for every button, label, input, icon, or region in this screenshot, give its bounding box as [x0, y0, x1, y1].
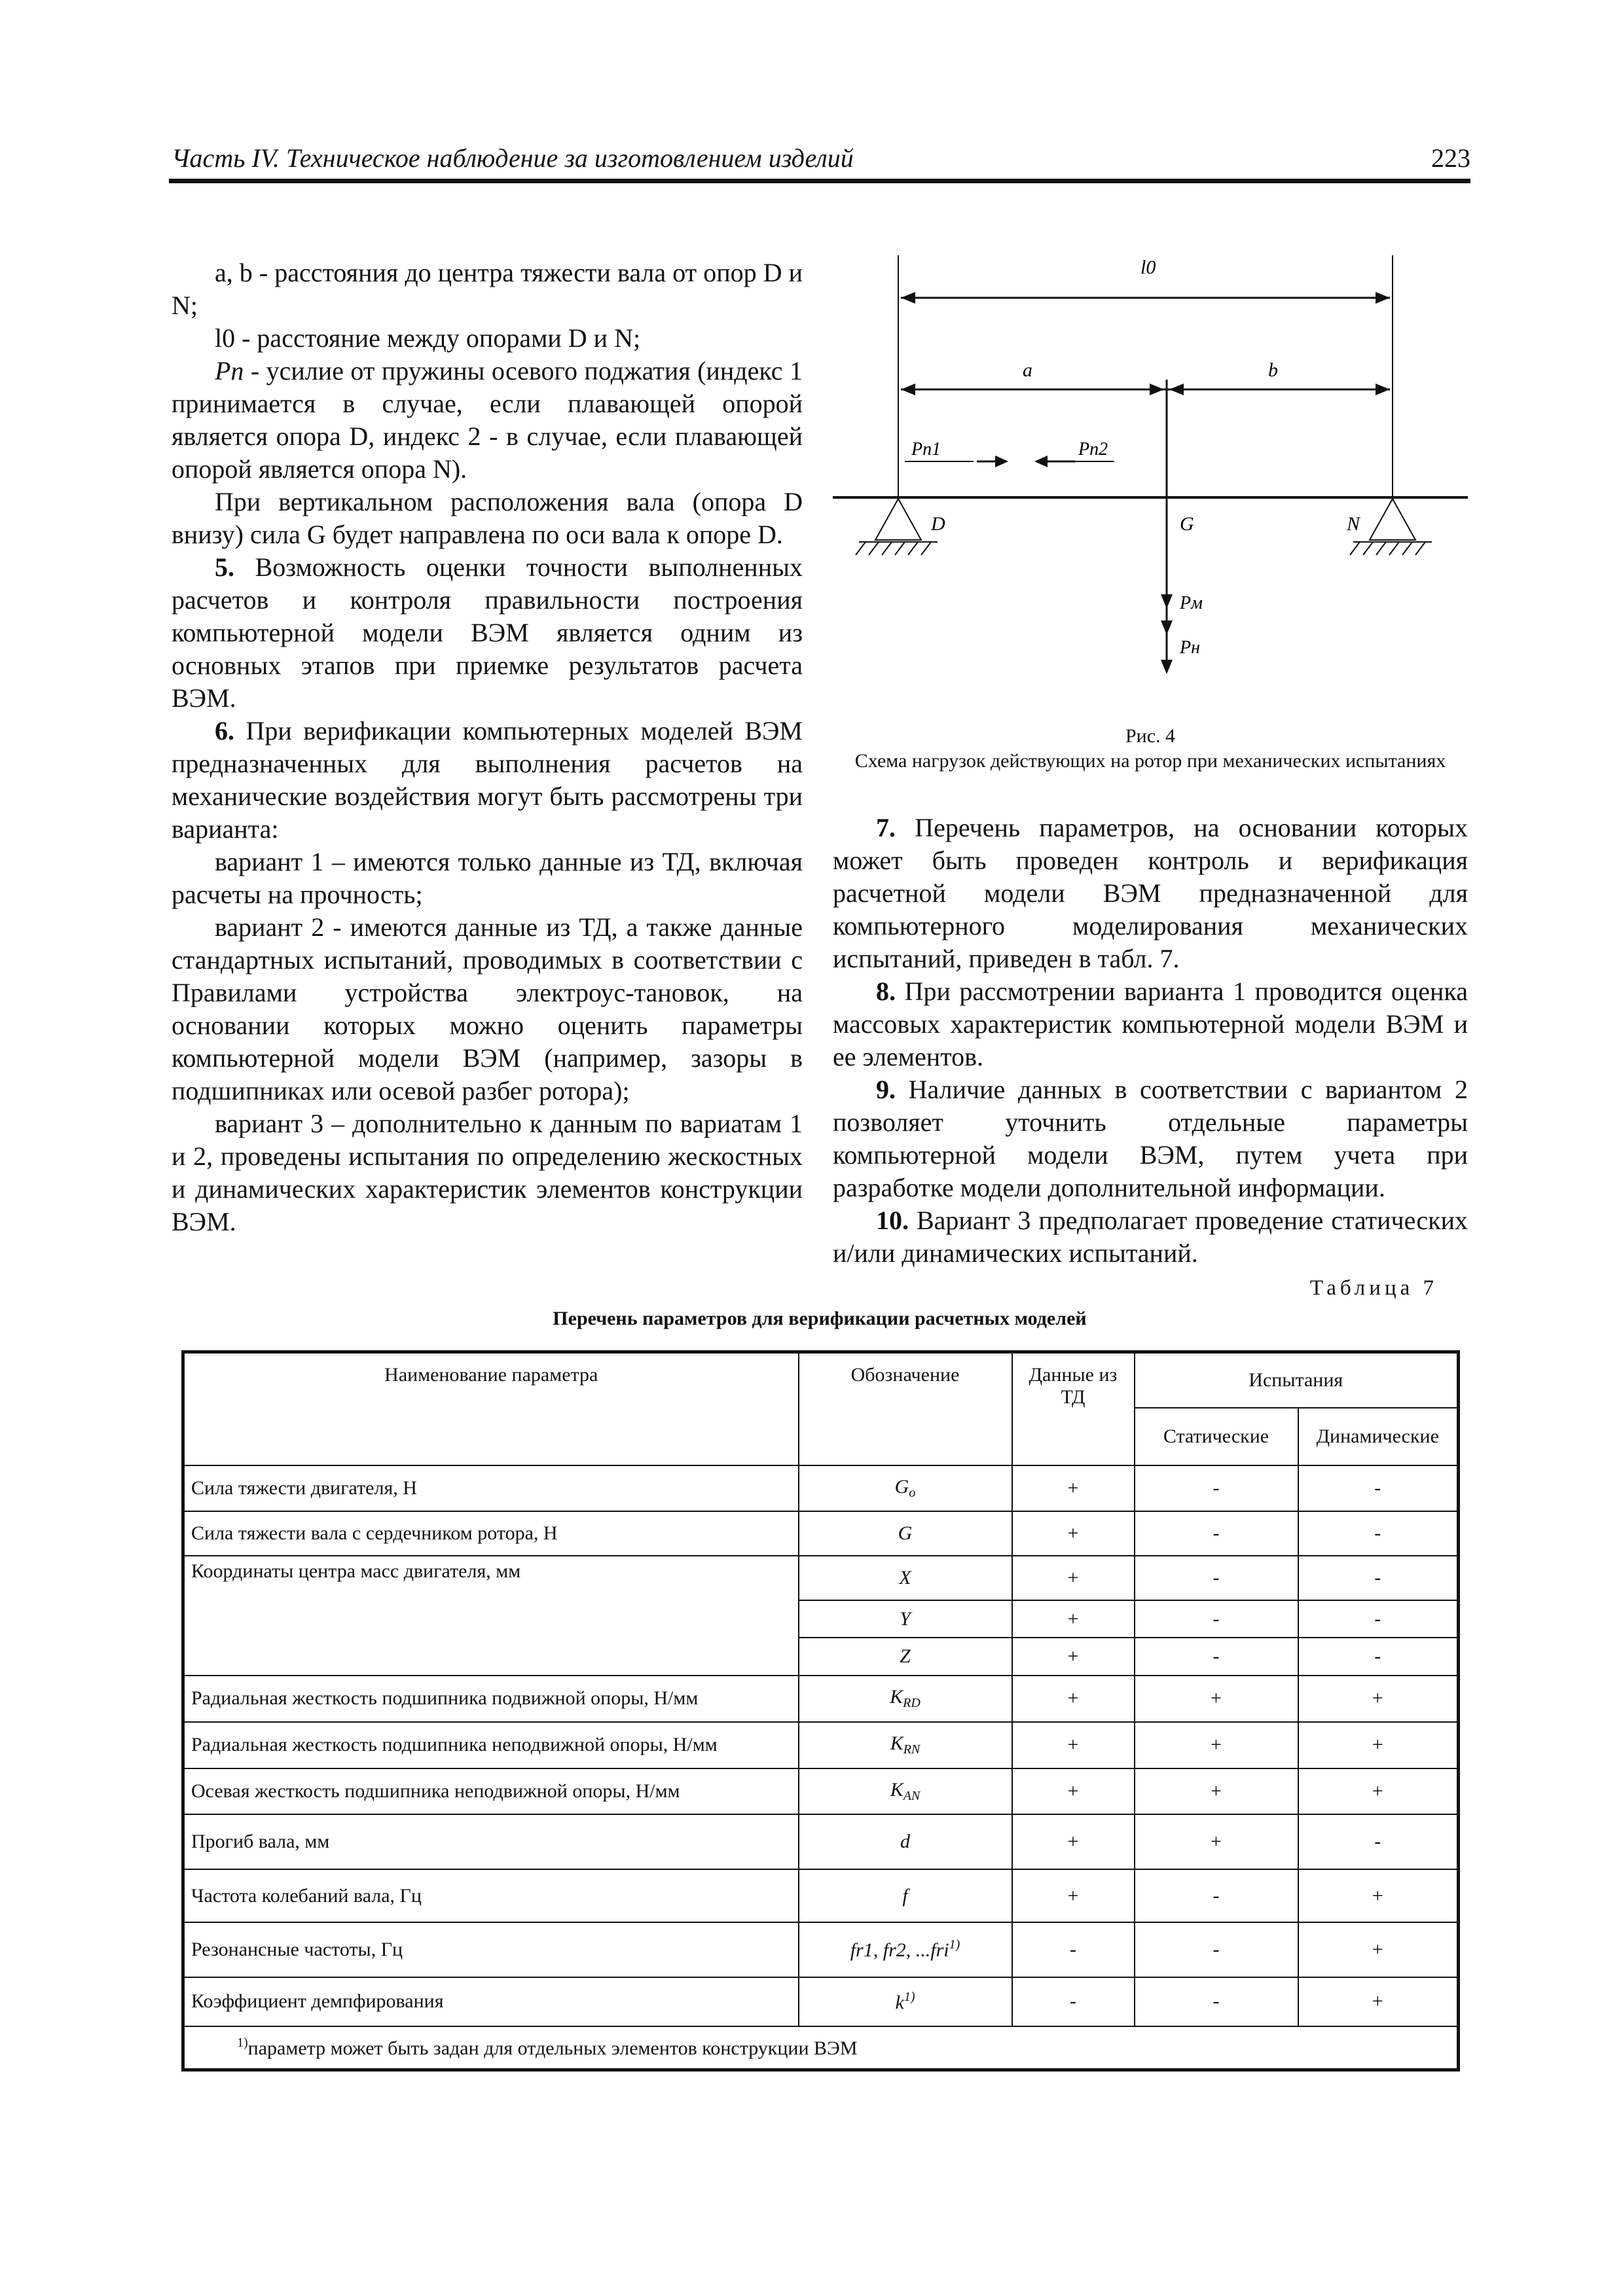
- param-name: Координаты центра масс двигателя, мм: [183, 1556, 799, 1675]
- paragraph-8: [833, 975, 1468, 1073]
- header-static: Статические: [1135, 1408, 1298, 1465]
- td-value: +: [1012, 1511, 1135, 1556]
- static-value: +: [1135, 1722, 1298, 1768]
- running-header-title: Часть IV. Техническое наблюдение за изготовлением изделий: [172, 143, 854, 173]
- param-name: Резонансные частоты, Гц: [183, 1922, 799, 1977]
- paragraph-6-text: При верификации компьютерных моделей ВЭМ предназначенных для выполнения расчетов на механические воздействия могут быть рассмотрены три варианта:: [172, 716, 803, 844]
- item-number-9: 9.: [876, 1075, 896, 1104]
- static-value: -: [1135, 1977, 1298, 2026]
- param-name: Осевая жесткость подшипника неподвижной опоры, Н/мм: [183, 1768, 799, 1815]
- label-n: N: [1347, 513, 1360, 535]
- paragraph-6: [172, 715, 803, 846]
- label-pn2: Pn2: [1078, 439, 1108, 459]
- paragraph-vertical: При вертикальном расположения вала (опора D внизу) сила G будет направлена по оси вала к опоре D.: [172, 487, 803, 549]
- td-value: -: [1012, 1922, 1135, 1977]
- table-row: [183, 1676, 1459, 1722]
- pn-text: - усилие от пружины осевого поджатия (индекс 1 принимается в случае, если плавающей опорой является опора D, индекс 2 - в случае, если плавающей опорой является опора N).: [172, 356, 803, 484]
- paragraph-9-text: Наличие данных в соответствии с вариантом 2 позволяет уточнить отдельные параметры компьютерной модели ВЭМ, путем учета при разработке модели дополнительной информации.: [833, 1075, 1468, 1202]
- label-pm: Pм: [1180, 593, 1203, 613]
- paragraph-9: [833, 1073, 1468, 1204]
- rotor-load-diagram: [833, 242, 1468, 713]
- pn-symbol: Pn: [215, 356, 244, 386]
- param-symbol: [799, 1922, 1012, 1977]
- table-row: [183, 1977, 1459, 2026]
- pn1-arrowhead: [995, 456, 1008, 467]
- static-value: -: [1135, 1600, 1298, 1638]
- paragraph-7: [833, 812, 1468, 975]
- dynamic-value: +: [1298, 1869, 1459, 1922]
- item-number-7: 7.: [876, 813, 896, 842]
- header-rule: [169, 179, 1470, 183]
- symbol-base: k: [895, 1991, 904, 2013]
- dynamic-value: +: [1298, 1722, 1459, 1768]
- static-value: -: [1135, 1465, 1298, 1512]
- table-header-row: [183, 1352, 1459, 1408]
- param-name: Частота колебаний вала, Гц: [183, 1869, 799, 1922]
- static-value: +: [1135, 1676, 1298, 1722]
- param-symbol: d: [799, 1814, 1012, 1869]
- paragraph-10: [833, 1204, 1468, 1270]
- support-d: [875, 499, 921, 540]
- param-symbol: [799, 1465, 1012, 1512]
- dynamic-value: +: [1298, 1676, 1459, 1722]
- item-number-10: 10.: [876, 1206, 909, 1235]
- ph-arrowhead: [1161, 660, 1173, 674]
- td-value: +: [1012, 1676, 1135, 1722]
- dynamic-value: -: [1298, 1600, 1459, 1638]
- header-tests: Испытания: [1135, 1352, 1459, 1408]
- paragraph-7-text: Перечень параметров, на основании которых может быть проведен контроль и верификация расчетной модели ВЭМ предназначенной для компьютерного моделирования механических испытаний, приведен в табл. 7.: [833, 813, 1468, 973]
- table-row: [183, 1465, 1459, 1512]
- symbol-base: K: [890, 1778, 903, 1801]
- table-row: [183, 1722, 1459, 1768]
- footnote-mark: 1): [237, 2035, 248, 2050]
- static-value: -: [1135, 1869, 1298, 1922]
- dynamic-value: -: [1298, 1814, 1459, 1869]
- symbol-base: G: [894, 1476, 909, 1498]
- param-symbol: [799, 1768, 1012, 1815]
- label-d: D: [931, 513, 945, 535]
- symbol-superscript: 1): [903, 1989, 915, 2004]
- symbol-subscript: o: [909, 1486, 916, 1501]
- dynamic-value: +: [1298, 1922, 1459, 1977]
- param-name: Радиальная жесткость подшипника подвижной опоры, Н/мм: [183, 1676, 799, 1722]
- param-name: Прогиб вала, мм: [183, 1814, 799, 1869]
- symbol-subscript: RD: [903, 1696, 921, 1711]
- paragraph-l0: l0 - расстояние между опорами D и N;: [215, 323, 641, 353]
- dynamic-value: -: [1298, 1511, 1459, 1556]
- param-symbol: [799, 1722, 1012, 1768]
- pn2-arrowhead: [1034, 456, 1048, 467]
- parameter-table: [181, 1350, 1460, 2072]
- label-ph: Pн: [1180, 637, 1200, 658]
- paragraph-5-text: Возможность оценки точности выполненных расчетов и контроля правильности построения компьютерной модели ВЭМ является одним из основных этапов при приемке результатов расчета ВЭМ.: [172, 552, 803, 713]
- paragraph-pn: [172, 355, 803, 486]
- pm-arrowhead: [1161, 594, 1173, 609]
- page-number: 223: [1431, 143, 1470, 173]
- dynamic-value: -: [1298, 1556, 1459, 1600]
- right-column: [833, 812, 1468, 1270]
- table-label: Таблица 7: [1309, 1276, 1438, 1300]
- support-d-hatching: [856, 542, 938, 555]
- param-name: Коэффициент демпфирования: [183, 1977, 799, 2026]
- static-value: +: [1135, 1768, 1298, 1815]
- static-value: -: [1135, 1511, 1298, 1556]
- static-value: -: [1135, 1556, 1298, 1600]
- header-td: Данные из ТД: [1012, 1352, 1135, 1465]
- table-footnote: [183, 2026, 1459, 2070]
- param-symbol: Y: [799, 1600, 1012, 1638]
- dynamic-value: -: [1298, 1638, 1459, 1675]
- table-row: [183, 1814, 1459, 1869]
- param-symbol: [799, 1977, 1012, 2026]
- td-value: +: [1012, 1814, 1135, 1869]
- paragraph-10-text: Вариант 3 предполагает проведение статических и/или динамических испытаний.: [833, 1206, 1468, 1268]
- item-number-5: 5.: [215, 552, 234, 582]
- table-row: [183, 1556, 1459, 1600]
- item-number-6: 6.: [215, 716, 234, 745]
- param-symbol: X: [799, 1556, 1012, 1600]
- variant-2: вариант 2 - имеются данные из ТД, а также данные стандартных испытаний, проводимых в соответствии с Правилами устройства электроус-тановок, на основании которых можно оценить параметры компьютерной модели ВЭМ (например, зазоры в подшипниках или осевой разбег ротора);: [172, 912, 803, 1105]
- symbol-subscript: AN: [903, 1788, 921, 1803]
- dynamic-value: +: [1298, 1977, 1459, 2026]
- table-row: [183, 1922, 1459, 1977]
- table-title: Перечень параметров для верификации расчетных моделей: [553, 1308, 1087, 1329]
- table-row: [183, 1869, 1459, 1922]
- dynamic-value: +: [1298, 1768, 1459, 1815]
- param-symbol: f: [799, 1869, 1012, 1922]
- symbol-base: K: [890, 1732, 903, 1755]
- param-symbol: G: [799, 1511, 1012, 1556]
- header-symbol: Обозначение: [799, 1352, 1012, 1465]
- label-l0: l0: [1140, 257, 1156, 278]
- label-b: b: [1268, 359, 1278, 381]
- paragraph-ab: a, b - расстояния до центра тяжести вала от опор D и N;: [172, 258, 803, 320]
- table-footnote-row: [183, 2026, 1459, 2070]
- variant-3: вариант 3 – дополнительно к данным по вариатам 1 и 2, проведены испытания по определению жескостных и динамических характеристик элементов конструкции ВЭМ.: [172, 1109, 803, 1236]
- item-number-8: 8.: [876, 977, 896, 1006]
- variant-1: вариант 1 – имеются только данные из ТД, включая расчеты на прочность;: [172, 847, 803, 909]
- param-name: Радиальная жесткость подшипника неподвижной опоры, Н/мм: [183, 1722, 799, 1768]
- symbol-base: fr1, fr2, ...fri: [850, 1939, 949, 1962]
- param-symbol: Z: [799, 1638, 1012, 1675]
- static-value: -: [1135, 1638, 1298, 1675]
- left-column: [172, 257, 803, 1238]
- td-value: +: [1012, 1722, 1135, 1768]
- figure-number: Рис. 4: [1125, 725, 1176, 747]
- dynamic-value: -: [1298, 1465, 1459, 1512]
- table-row: [183, 1511, 1459, 1556]
- figure-caption: [833, 724, 1468, 774]
- td-value: +: [1012, 1600, 1135, 1638]
- label-g: G: [1180, 513, 1194, 535]
- symbol-superscript: 1): [949, 1937, 960, 1952]
- support-n: [1370, 499, 1415, 540]
- label-a: a: [1023, 359, 1032, 381]
- figure-caption-text: Схема нагрузок действующих на ротор при механических испытаниях: [854, 750, 1446, 772]
- static-value: -: [1135, 1922, 1298, 1977]
- pm-arrowhead-2: [1161, 620, 1173, 635]
- td-value: +: [1012, 1465, 1135, 1512]
- static-value: +: [1135, 1814, 1298, 1869]
- symbol-base: K: [890, 1686, 903, 1708]
- td-value: +: [1012, 1869, 1135, 1922]
- header-dynamic: Динамические: [1298, 1408, 1459, 1465]
- header-name: Наименование параметра: [183, 1352, 799, 1465]
- paragraph-5: [172, 551, 803, 715]
- paragraph-8-text: При рассмотрении варианта 1 проводится оценка массовых характеристик компьютерной модели ВЭМ и ее элементов.: [833, 977, 1468, 1071]
- table-row: [183, 1768, 1459, 1815]
- td-value: +: [1012, 1556, 1135, 1600]
- param-symbol: [799, 1676, 1012, 1722]
- footnote-text: параметр может быть задан для отдельных элементов конструкции ВЭМ: [247, 2037, 858, 2059]
- td-value: +: [1012, 1638, 1135, 1675]
- param-name: Сила тяжести вала с сердечником ротора, Н: [183, 1511, 799, 1556]
- param-name: Сила тяжести двигателя, Н: [183, 1465, 799, 1512]
- td-value: -: [1012, 1977, 1135, 2026]
- support-n-hatching: [1350, 542, 1432, 555]
- td-value: +: [1012, 1768, 1135, 1815]
- label-pn1: Pn1: [911, 439, 941, 459]
- symbol-subscript: RN: [903, 1742, 921, 1757]
